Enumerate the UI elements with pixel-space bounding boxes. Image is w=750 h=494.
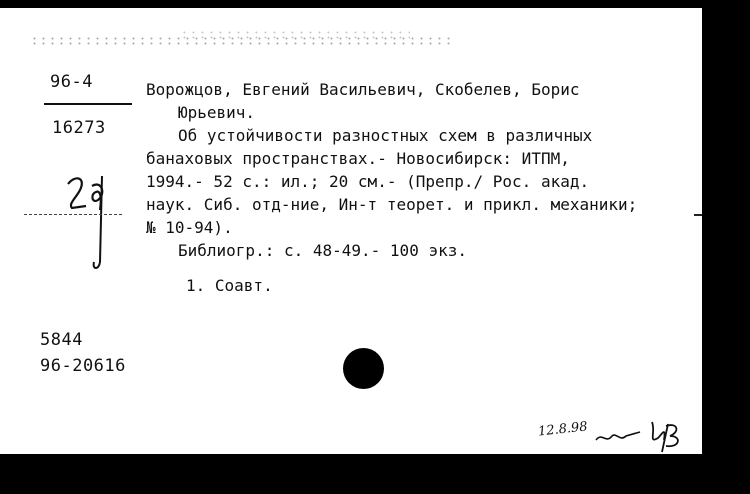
bibliography-note: Библиогр.: с. 48-49.- 100 экз.	[178, 241, 467, 260]
accession-number-top: 5844	[40, 330, 83, 350]
title-line: банаховых пространствах.- Новосибирск: ИТПМ,	[146, 149, 570, 168]
bibliographic-entry	[146, 78, 676, 297]
print-noise	[180, 30, 410, 40]
punch-hole	[343, 348, 384, 389]
title-line: наук. Сиб. отд-ние, Ин-т теорет. и прикл. механики;	[146, 195, 638, 214]
title-line: 1994.- 52 с.: ил.; 20 см.- (Препр./ Рос. акад.	[146, 172, 590, 191]
author-line-continued: Юрьевич.	[178, 103, 256, 122]
catalog-card	[0, 8, 702, 454]
title-line: № 10-94).	[146, 218, 233, 237]
title-line: Об устойчивости разностных схем в различных	[178, 126, 593, 145]
handwritten-signature	[536, 414, 702, 454]
accession-number-bottom: 96-20616	[40, 356, 126, 376]
tracing-note: 1. Соавт.	[186, 276, 273, 295]
signature-date: 12.8.98	[537, 419, 589, 440]
author-line: Ворожцов, Евгений Васильевич, Скобелев, Борис	[146, 80, 580, 99]
dashed-guide	[24, 214, 122, 216]
dash-mark	[694, 214, 702, 216]
call-number-divider	[44, 103, 132, 105]
call-number-top: 96-4	[50, 72, 93, 92]
call-number-bottom: 16273	[52, 118, 106, 138]
handwritten-mark-icon	[62, 166, 122, 274]
